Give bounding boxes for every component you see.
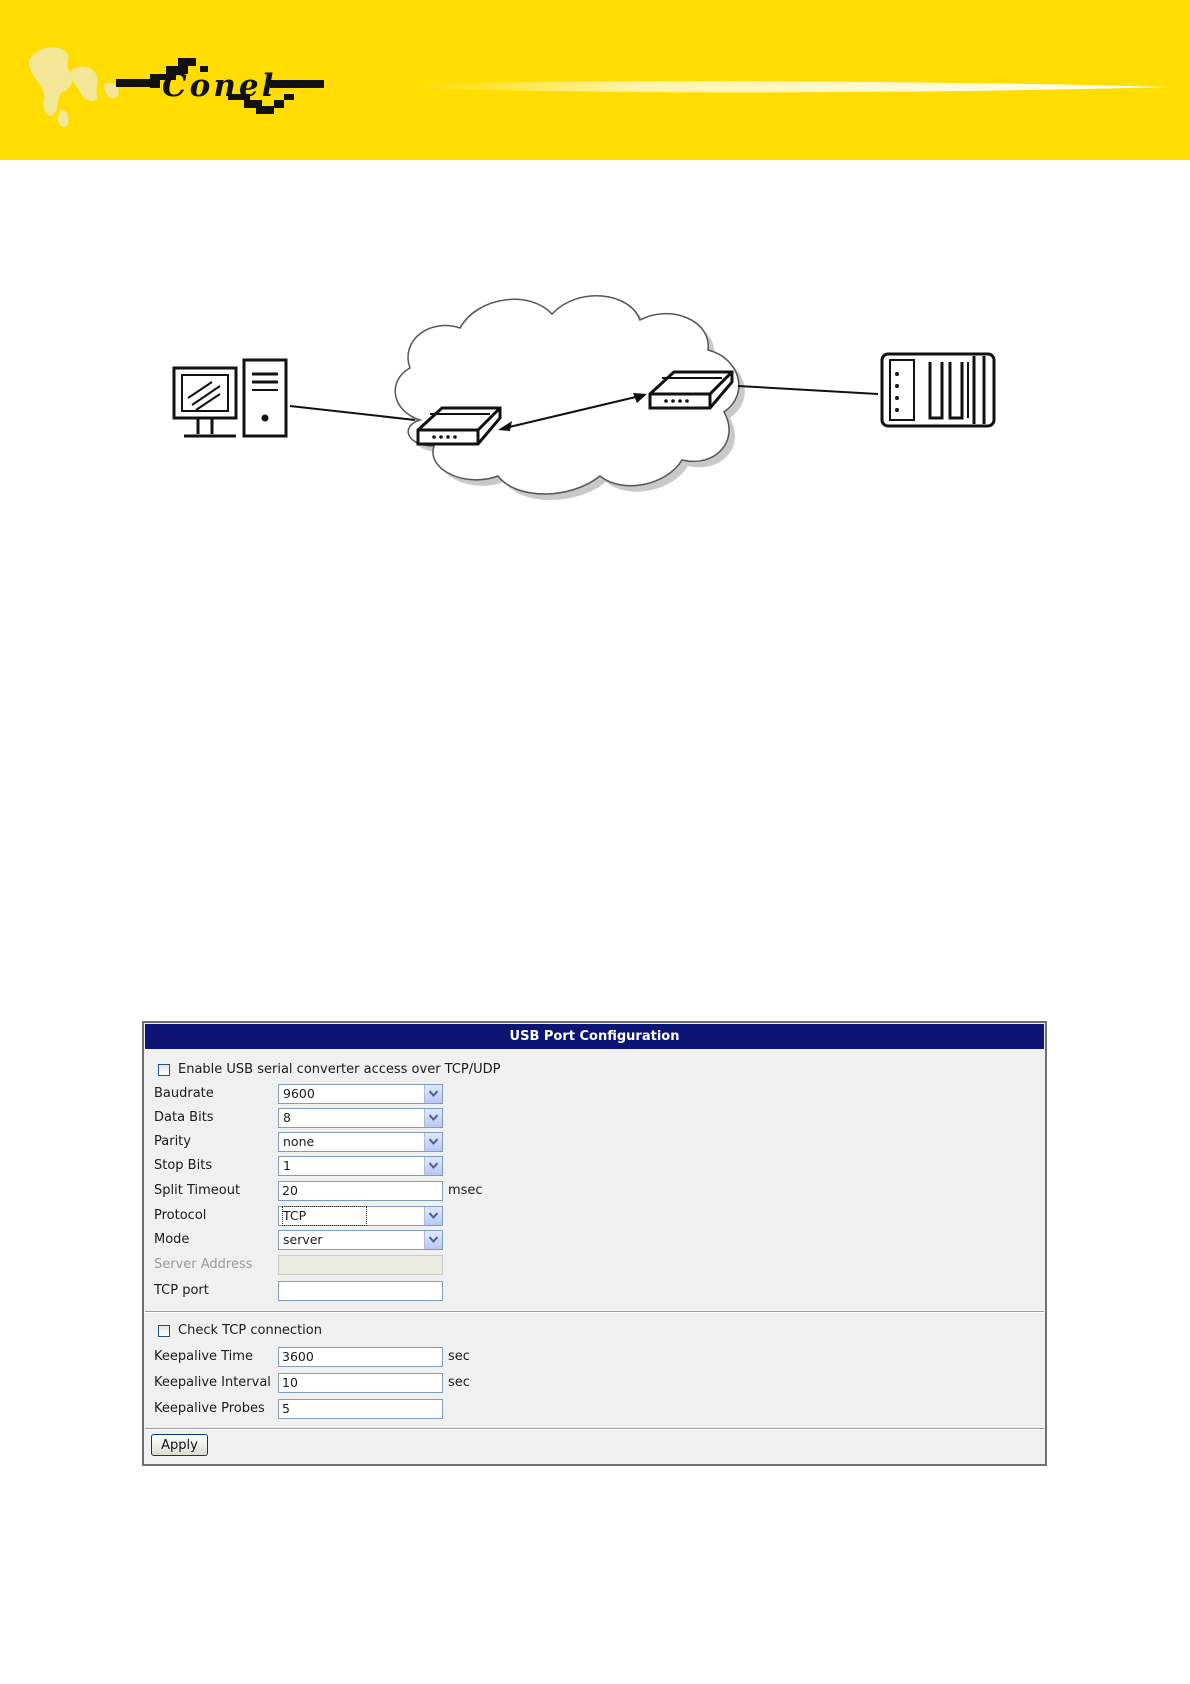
baudrate-label: Baudrate — [154, 1086, 214, 1101]
stop-bits-select[interactable] — [278, 1156, 443, 1176]
parity-label: Parity — [154, 1134, 191, 1149]
apply-button[interactable]: Apply — [151, 1434, 208, 1456]
mode-select[interactable] — [278, 1230, 443, 1250]
data-bits-select[interactable] — [278, 1108, 443, 1128]
keepalive-probes-input[interactable]: 5 — [278, 1399, 443, 1419]
chevron-down-icon[interactable] — [424, 1133, 442, 1151]
pc-icon — [174, 360, 286, 436]
device-icon — [882, 354, 994, 426]
stop-bits-value: 1 — [283, 1158, 291, 1173]
link-pc-router — [290, 406, 415, 420]
protocol-value: TCP — [283, 1207, 366, 1225]
link-router-device — [738, 386, 878, 394]
keepalive-time-input[interactable]: 3600 — [278, 1347, 443, 1367]
world-map-icon — [29, 47, 119, 127]
section-divider — [145, 1428, 1044, 1430]
split-timeout-unit: msec — [448, 1183, 483, 1198]
enable-label: Enable USB serial converter access over TCP/UDP — [178, 1062, 501, 1077]
data-bits-value: 8 — [283, 1110, 291, 1125]
split-timeout-label: Split Timeout — [154, 1183, 241, 1198]
network-diagram — [160, 290, 1020, 530]
parity-select[interactable] — [278, 1132, 443, 1152]
keepalive-interval-label: Keepalive Interval — [154, 1375, 271, 1390]
server-address-input — [278, 1255, 443, 1275]
mode-value: server — [283, 1232, 323, 1247]
baudrate-select[interactable] — [278, 1084, 443, 1104]
page-header — [0, 0, 1190, 160]
baudrate-value: 9600 — [283, 1086, 315, 1101]
keepalive-time-unit: sec — [448, 1349, 470, 1364]
tcp-port-label: TCP port — [154, 1283, 209, 1298]
chevron-down-icon[interactable] — [424, 1085, 442, 1103]
keepalive-interval-unit: sec — [448, 1375, 470, 1390]
chevron-down-icon[interactable] — [424, 1157, 442, 1175]
check-tcp-checkbox[interactable] — [158, 1325, 170, 1337]
chevron-down-icon[interactable] — [424, 1109, 442, 1127]
logo-text: Conel — [162, 68, 277, 104]
server-address-label: Server Address — [154, 1257, 253, 1272]
stop-bits-label: Stop Bits — [154, 1158, 213, 1173]
protocol-label: Protocol — [154, 1208, 207, 1223]
chevron-down-icon[interactable] — [424, 1231, 442, 1249]
tcp-port-input[interactable] — [278, 1281, 443, 1301]
chevron-down-icon[interactable] — [424, 1207, 442, 1225]
section-divider — [145, 1311, 1044, 1313]
keepalive-probes-label: Keepalive Probes — [154, 1401, 265, 1416]
panel-title: USB Port Configuration — [145, 1024, 1044, 1049]
enable-checkbox[interactable] — [158, 1064, 170, 1076]
check-tcp-label: Check TCP connection — [178, 1323, 322, 1338]
data-bits-label: Data Bits — [154, 1110, 214, 1125]
split-timeout-input[interactable]: 20 — [278, 1181, 443, 1201]
keepalive-interval-input[interactable]: 10 — [278, 1373, 443, 1393]
parity-value: none — [283, 1134, 315, 1149]
mode-label: Mode — [154, 1232, 190, 1247]
usb-port-config-panel — [142, 1021, 1047, 1466]
keepalive-time-label: Keepalive Time — [154, 1349, 253, 1364]
protocol-select[interactable] — [278, 1206, 443, 1226]
header-swoosh — [410, 81, 1170, 92]
